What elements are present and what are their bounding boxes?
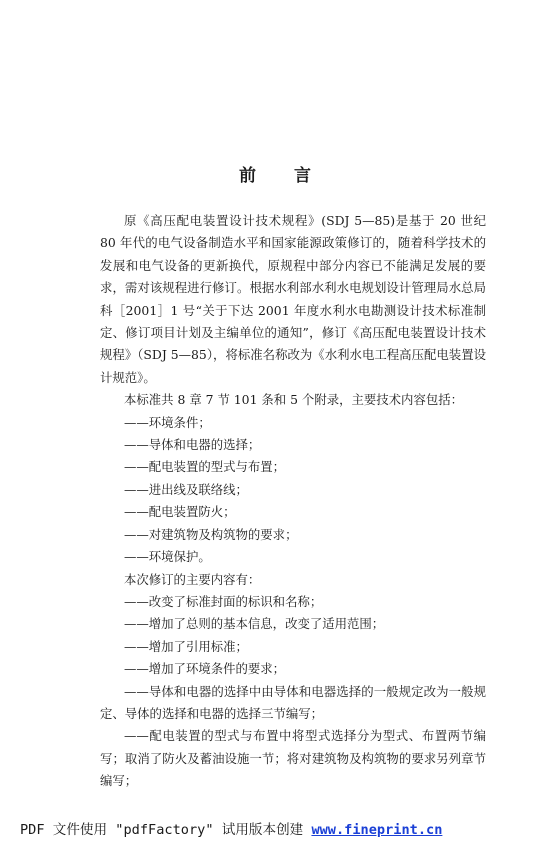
list-item: ——增加了总则的基本信息，改变了适用范围； (124, 616, 385, 632)
list-item: ——环境保护。 (124, 549, 211, 565)
scope-lead: 本标准共 8 章 7 节 101 条和 5 个附录，主要技术内容包括： (124, 392, 464, 408)
intro-paragraph: 原《高压配电装置设计技术规程》(SDJ 5—85)是基于 20 世纪 80 年代的电气设备制造水平和国家能源政策修订的，随着科学技术的发展和电气设备的更新换代，原规程中部分内容已不能满足发展的要求，需对该规程进行修订。根据水利部水利水电规划设计管理局水总局科［2001］1 号“关于下达 2001 年度水利水电勘测设计技术标准制定、修订项目计划及主编单位的通知”，修订《高压配电装置设计技术规程》（SDJ 5—85），将标准名称改为《水利水电工程高压配电装置设计规范》。 (100, 213, 486, 385)
pdf-watermark-footer (20, 818, 540, 838)
list-item: ——配电装置的型式与布置； (124, 459, 286, 475)
list-item: ——对建筑物及构筑物的要求； (124, 526, 298, 542)
list-item: ——进出线及联络线； (124, 481, 248, 497)
body-text (100, 210, 486, 793)
list-item: ——增加了引用标准； (124, 638, 248, 654)
list-item: ——增加了环境条件的要求； (124, 661, 286, 677)
list-item: ——配电装置的型式与布置中将型式选择分为型式、布置两节编写；取消了防火及蓄油设施一节；将对建筑物及构筑物的要求另列章节编写； (100, 728, 486, 789)
page-title: 前言 (239, 166, 349, 186)
list-item: ——环境条件； (124, 414, 211, 430)
list-item: ——配电装置防火； (124, 504, 236, 520)
list-item: ——导体和电器的选择； (124, 437, 261, 453)
footer-link[interactable]: www.fineprint.cn (311, 822, 443, 838)
footer-text: PDF 文件使用 "pdfFactory" 试用版本创建 (20, 822, 312, 838)
changes-lead: 本次修订的主要内容有： (124, 571, 261, 587)
list-item: ——导体和电器的选择中由导体和电器选择的一般规定改为一般规定、导体的选择和电器的选择三节编写； (100, 683, 486, 721)
list-item: ——改变了标准封面的标识和名称； (124, 593, 323, 609)
